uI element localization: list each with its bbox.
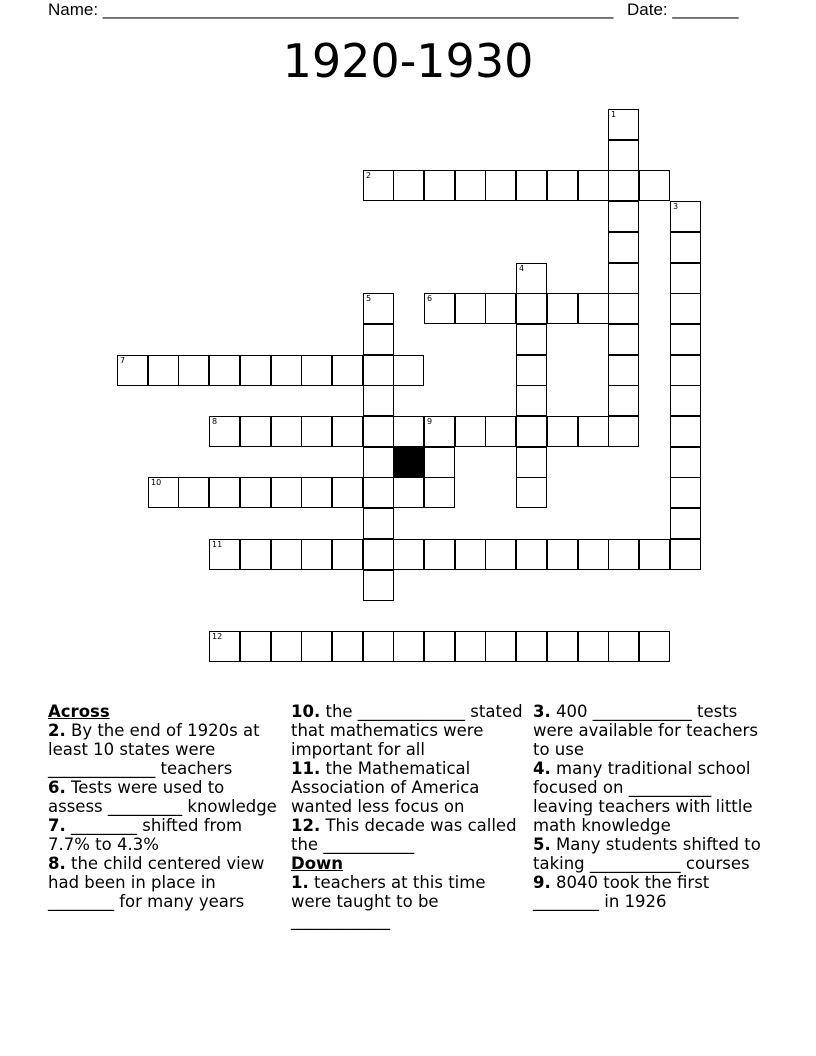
- grid-cell[interactable]: [332, 355, 363, 386]
- grid-cell[interactable]: [455, 539, 486, 570]
- clue-num: 4.: [533, 759, 551, 778]
- grid-cell[interactable]: [209, 631, 240, 662]
- grid-cell[interactable]: [424, 539, 455, 570]
- grid-cell[interactable]: [363, 570, 394, 601]
- grid-cell[interactable]: [363, 416, 394, 447]
- clue: [48, 721, 280, 778]
- grid-cell[interactable]: [639, 631, 670, 662]
- grid-cell[interactable]: [670, 477, 701, 508]
- grid-cell[interactable]: [332, 477, 363, 508]
- grid-cell[interactable]: [271, 631, 302, 662]
- grid-cell[interactable]: [178, 477, 209, 508]
- grid-cell[interactable]: [393, 355, 424, 386]
- date-field-label[interactable]: Date: _______: [627, 0, 739, 19]
- clue-num: 7.: [48, 816, 66, 835]
- grid-cell[interactable]: [516, 263, 547, 294]
- grid-cell[interactable]: [424, 631, 455, 662]
- grid-cell[interactable]: [608, 539, 639, 570]
- clue-number: 3: [673, 202, 679, 211]
- grid-cell[interactable]: [608, 263, 639, 294]
- grid-cell[interactable]: [178, 355, 209, 386]
- grid-cell[interactable]: [271, 539, 302, 570]
- grid-cell[interactable]: [240, 477, 271, 508]
- grid-cell[interactable]: [363, 385, 394, 416]
- grid-cell[interactable]: [547, 539, 578, 570]
- grid-cell[interactable]: [117, 355, 148, 386]
- clue-num: 2.: [48, 721, 66, 740]
- grid-cell[interactable]: [148, 477, 179, 508]
- grid-cell[interactable]: [608, 201, 639, 232]
- clue-text: ________ shifted from 7.7% to 4.3%: [48, 816, 243, 854]
- grid-cell[interactable]: [516, 416, 547, 447]
- clue-text: many traditional school focused on __________ leaving teachers with little math knowledge: [533, 759, 753, 835]
- grid-cell[interactable]: [608, 293, 639, 324]
- clue-text: Many students shifted to taking ___________ courses: [533, 835, 761, 873]
- grid-cell[interactable]: [608, 355, 639, 386]
- grid-cell[interactable]: [547, 293, 578, 324]
- grid-block: [393, 447, 424, 478]
- clue-num: 6.: [48, 778, 66, 797]
- grid-cell[interactable]: [424, 293, 455, 324]
- grid-cell[interactable]: [485, 416, 516, 447]
- grid-cell[interactable]: [363, 508, 394, 539]
- grid-cell[interactable]: [271, 416, 302, 447]
- grid-cell[interactable]: [608, 631, 639, 662]
- grid-cell[interactable]: [639, 170, 670, 201]
- clue-text: teachers at this time were taught to be ____________: [291, 873, 486, 930]
- grid-cell[interactable]: [639, 539, 670, 570]
- grid-cell[interactable]: [670, 324, 701, 355]
- grid-cell[interactable]: [670, 416, 701, 447]
- clue-number: 6: [427, 294, 433, 303]
- clue-number: 5: [366, 294, 372, 303]
- grid-cell[interactable]: [578, 293, 609, 324]
- grid-cell[interactable]: [301, 631, 332, 662]
- grid-cell[interactable]: [393, 477, 424, 508]
- grid-cell[interactable]: [363, 539, 394, 570]
- clue: [533, 759, 765, 835]
- clue-number: 9: [427, 417, 433, 426]
- clue-number: 8: [212, 417, 218, 426]
- grid-cell[interactable]: [301, 355, 332, 386]
- grid-cell[interactable]: [670, 201, 701, 232]
- clue-column-2: [291, 702, 523, 930]
- clue-text: Tests were used to assess _________ knowledge: [48, 778, 277, 816]
- grid-cell[interactable]: [424, 416, 455, 447]
- clue-num: 12.: [291, 816, 321, 835]
- clue-number: 7: [120, 356, 126, 365]
- clue-text: the child centered view had been in place in ________ for many years: [48, 854, 265, 911]
- clue-heading: Down: [291, 854, 344, 873]
- grid-cell[interactable]: [516, 170, 547, 201]
- grid-cell[interactable]: [670, 447, 701, 478]
- clue-num: 1.: [291, 873, 309, 892]
- grid-cell[interactable]: [393, 170, 424, 201]
- grid-cell[interactable]: [363, 324, 394, 355]
- grid-cell[interactable]: [608, 385, 639, 416]
- grid-cell[interactable]: [608, 232, 639, 263]
- clue-number: 12: [212, 632, 223, 641]
- grid-cell[interactable]: [485, 631, 516, 662]
- grid-cell[interactable]: [363, 631, 394, 662]
- grid-cell[interactable]: [363, 447, 394, 478]
- clue-num: 9.: [533, 873, 551, 892]
- grid-cell[interactable]: [424, 447, 455, 478]
- clue-number: 2: [366, 171, 372, 180]
- grid-cell[interactable]: [670, 508, 701, 539]
- grid-cell[interactable]: [363, 170, 394, 201]
- grid-cell[interactable]: [516, 293, 547, 324]
- clue-text: 400 ____________ tests were available for teachers to use: [533, 702, 758, 759]
- clue-text: By the end of 1920s at least 10 states were _____________ teachers: [48, 721, 260, 778]
- grid-cell[interactable]: [608, 324, 639, 355]
- grid-cell[interactable]: [271, 355, 302, 386]
- grid-cell[interactable]: [332, 631, 363, 662]
- clue: [48, 778, 280, 816]
- grid-cell[interactable]: [516, 355, 547, 386]
- grid-cell[interactable]: [670, 263, 701, 294]
- clue-number: 1: [611, 110, 617, 119]
- grid-cell[interactable]: [148, 355, 179, 386]
- clue: [533, 873, 765, 911]
- grid-cell[interactable]: [516, 631, 547, 662]
- clue-num: 10.: [291, 702, 321, 721]
- grid-cell[interactable]: [363, 293, 394, 324]
- clue-num: 3.: [533, 702, 551, 721]
- clue-text: the Mathematical Association of America wanted less focus on: [291, 759, 480, 816]
- grid-cell[interactable]: [608, 140, 639, 171]
- grid-cell[interactable]: [608, 170, 639, 201]
- grid-cell[interactable]: [578, 416, 609, 447]
- grid-cell[interactable]: [455, 631, 486, 662]
- grid-cell[interactable]: [301, 477, 332, 508]
- grid-cell[interactable]: [516, 385, 547, 416]
- grid-cell[interactable]: [209, 355, 240, 386]
- clue-num: 5.: [533, 835, 551, 854]
- grid-cell[interactable]: [271, 477, 302, 508]
- grid-cell[interactable]: [578, 539, 609, 570]
- page-title: 1920-1930: [282, 34, 534, 88]
- clue-heading: Across: [48, 702, 110, 721]
- clue-text: 8040 took the first ________ in 1926: [533, 873, 710, 911]
- grid-cell[interactable]: [393, 416, 424, 447]
- name-field-label[interactable]: Name: ______________________________________________________: [48, 0, 614, 19]
- grid-cell[interactable]: [209, 539, 240, 570]
- grid-cell[interactable]: [670, 385, 701, 416]
- grid-cell[interactable]: [578, 631, 609, 662]
- grid-cell[interactable]: [455, 416, 486, 447]
- clue-text: the _____________ stated that mathematics were important for all: [291, 702, 523, 759]
- grid-cell[interactable]: [516, 447, 547, 478]
- grid-cell[interactable]: [670, 355, 701, 386]
- grid-cell[interactable]: [332, 416, 363, 447]
- clue: [291, 759, 523, 816]
- clue-number: 4: [519, 264, 525, 273]
- grid-cell[interactable]: [547, 416, 578, 447]
- grid-cell[interactable]: [240, 416, 271, 447]
- grid-cell[interactable]: [516, 539, 547, 570]
- grid-cell[interactable]: [332, 539, 363, 570]
- grid-cell[interactable]: [608, 416, 639, 447]
- clue-num: 8.: [48, 854, 66, 873]
- grid-cell[interactable]: [240, 539, 271, 570]
- clue: [533, 835, 765, 873]
- grid-cell[interactable]: [485, 293, 516, 324]
- clue: [291, 816, 523, 854]
- grid-cell[interactable]: [363, 477, 394, 508]
- clue: [291, 873, 523, 930]
- clue-column-3: [533, 702, 765, 911]
- clue: [48, 854, 280, 911]
- grid-cell[interactable]: [670, 539, 701, 570]
- clue-column-1: [48, 702, 280, 911]
- grid-cell[interactable]: [670, 232, 701, 263]
- grid-cell[interactable]: [547, 170, 578, 201]
- grid-cell[interactable]: [485, 170, 516, 201]
- grid-cell[interactable]: [485, 539, 516, 570]
- grid-cell[interactable]: [516, 324, 547, 355]
- clue-num: 11.: [291, 759, 321, 778]
- grid-cell[interactable]: [455, 170, 486, 201]
- grid-cell[interactable]: [240, 631, 271, 662]
- clue-number: 10: [151, 478, 162, 487]
- grid-cell[interactable]: [393, 631, 424, 662]
- grid-cell[interactable]: [209, 416, 240, 447]
- clue: [48, 816, 280, 854]
- grid-cell[interactable]: [516, 477, 547, 508]
- grid-cell[interactable]: [608, 109, 639, 140]
- grid-cell[interactable]: [301, 416, 332, 447]
- grid-cell[interactable]: [393, 539, 424, 570]
- clue-number: 11: [212, 540, 223, 549]
- grid-cell[interactable]: [209, 477, 240, 508]
- clue-text: This decade was called the ___________: [291, 816, 517, 854]
- grid-cell[interactable]: [578, 170, 609, 201]
- clue: [291, 702, 523, 759]
- grid-cell[interactable]: [301, 539, 332, 570]
- grid-cell[interactable]: [424, 477, 455, 508]
- clue: [533, 702, 765, 759]
- grid-cell[interactable]: [547, 631, 578, 662]
- grid-cell[interactable]: [240, 355, 271, 386]
- grid-cell[interactable]: [670, 293, 701, 324]
- grid-cell[interactable]: [363, 355, 394, 386]
- grid-cell[interactable]: [455, 293, 486, 324]
- grid-cell[interactable]: [424, 170, 455, 201]
